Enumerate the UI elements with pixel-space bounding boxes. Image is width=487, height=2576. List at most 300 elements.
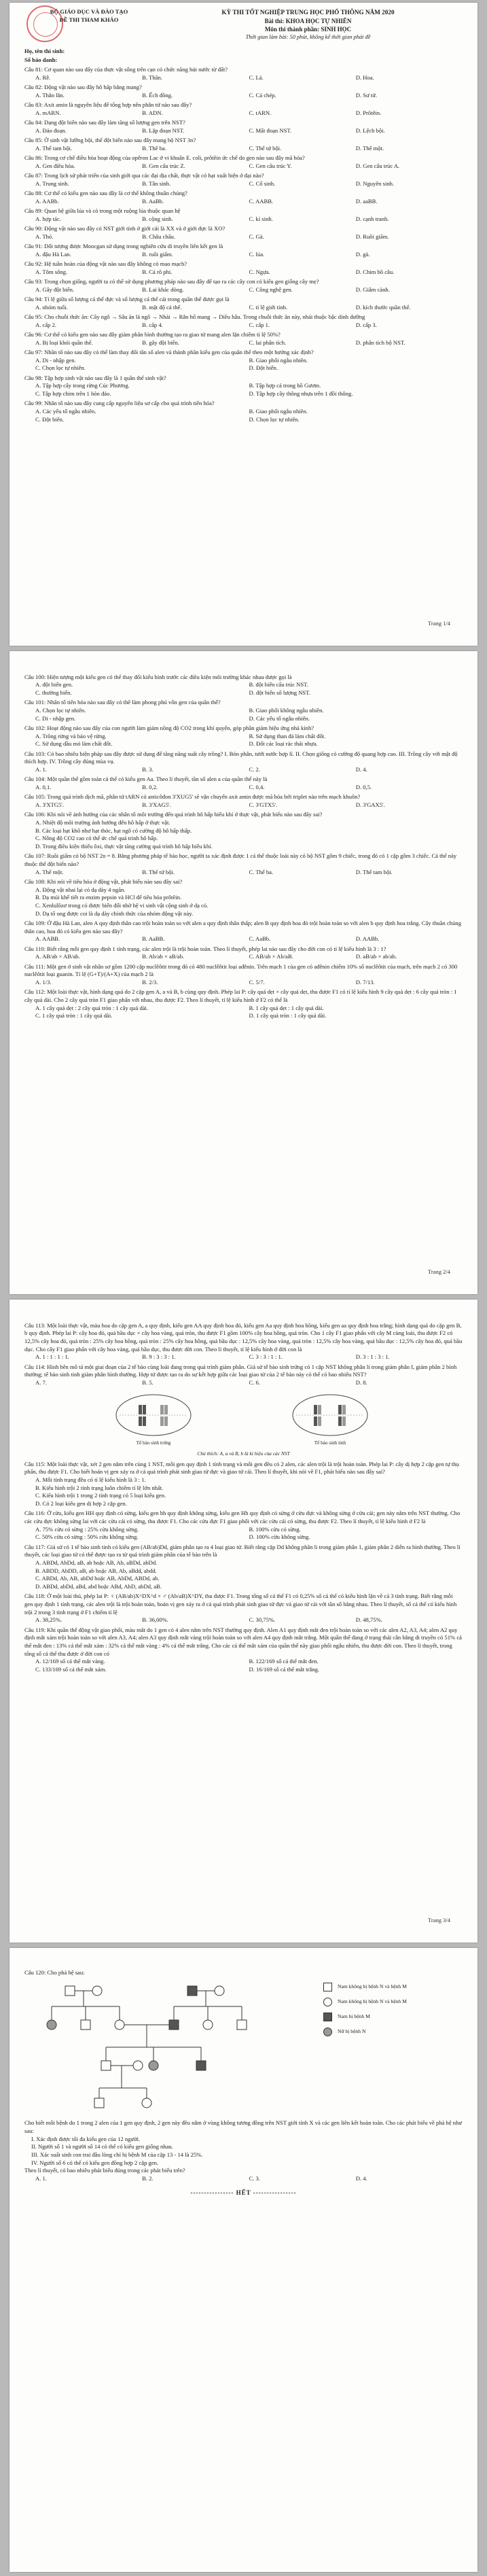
question-120-body: Cho biết mỗi bệnh do 1 trong 2 alen của 1 gen quy định, 2 gen này đều nằm ở vùng không tương đồng trên NST giới tính X và các gen liên kết hoàn toàn. Cho các phát biểu về phả hệ như sau: xyxy=(24,2119,463,2134)
answer-option[interactable]: A. 12/169 số cá thể mắt vàng. xyxy=(35,1658,105,1665)
question-item xyxy=(24,400,463,423)
exam-part: Bài thi: KHOA HỌC TỰ NHIÊN xyxy=(264,17,352,24)
answer-option[interactable]: A. Tập hợp cây trong rừng Cúc Phương. xyxy=(35,382,130,389)
question-120-statements xyxy=(24,2136,463,2168)
answer-option[interactable]: B. 3. xyxy=(142,765,154,773)
answer-option[interactable]: D. ABDd, abDd, aBd, abd hoặc ABd, AbD, abDd, aB. xyxy=(35,1583,162,1590)
answer-option[interactable]: A. Bị loại khỏi quần thể. xyxy=(35,338,93,346)
answer-option[interactable]: A. AABB. xyxy=(35,935,60,943)
answer-option[interactable]: B. Thân. xyxy=(142,74,162,82)
question-item xyxy=(24,963,463,987)
question-120-question: Theo lí thuyết, có bao nhiêu phát biểu đúng trong các phát biểu trên? xyxy=(24,2167,185,2174)
answer-options xyxy=(24,1559,463,1591)
answer-option[interactable]: D. AABb. xyxy=(355,935,380,943)
answer-options xyxy=(24,215,463,224)
legend-label: Nam không bị bệnh N và bệnh M xyxy=(338,1998,407,2005)
answer-options xyxy=(24,979,463,987)
exam-page-1 xyxy=(10,3,477,646)
answer-option[interactable]: B. 0,2. xyxy=(142,783,158,790)
question-stem: Câu 81: Cơ quan nào sau đây của thực vật sống trên cạn có chức năng hút nước từ đất? xyxy=(24,66,228,73)
question-item xyxy=(24,296,463,311)
question-stem: Câu 101: Nhân tố tiến hóa nào sau đây có thể làm phong phú vốn gen của quần thể? xyxy=(24,699,221,706)
answer-option[interactable]: B. Tân sinh. xyxy=(142,179,171,187)
answer-option[interactable]: D. Lệch bội. xyxy=(355,126,385,134)
ministry-name: BỘ GIÁO DỤC VÀ ĐÀO TẠO xyxy=(50,8,128,15)
answer-options xyxy=(24,162,463,171)
egg-cell-label: Tế bào sinh trứng xyxy=(136,1440,171,1446)
question-item xyxy=(24,1363,463,1387)
question-stem: Câu 91: Dối tượng được Moocgan sử dụng trong nghiên cứu di truyền liên kết gen là xyxy=(24,243,223,250)
answer-option[interactable]: D. 4. xyxy=(355,765,367,773)
question-item xyxy=(24,1626,463,1674)
answer-option[interactable]: A. Gen điều hòa. xyxy=(35,162,75,169)
answer-option[interactable]: B. Cá rô phi. xyxy=(142,268,173,275)
question-stem: Câu 104: Một quần thể gồm toàn cá thể có kiểu gen Aa. Theo lí thuyết, tần số alen a của quần thể này là xyxy=(24,776,268,783)
answer-option[interactable]: C. AaBb. xyxy=(249,935,271,943)
answer-option[interactable]: D. 0,5. xyxy=(355,783,372,790)
answer-option[interactable]: A. Tôm sông. xyxy=(35,268,68,275)
answer-option[interactable]: D. cấp 3. xyxy=(355,321,377,328)
answer-options xyxy=(24,233,463,241)
question-stem: Câu 108: Khi nói về tiêu hóa ở động vật, phát biểu nào sau đây sai? xyxy=(24,877,183,885)
egg-cell-figure xyxy=(113,1391,194,1447)
exam-time: Thời gian làm bài: 50 phút, không kể thời gian phát đề xyxy=(245,33,371,40)
answer-option[interactable]: B. 1 cây quả dẹt : 1 cây quả dài. xyxy=(249,1004,324,1011)
answer-option[interactable]: D. Thể một. xyxy=(355,144,384,152)
answer-options xyxy=(24,304,463,312)
answer-option[interactable]: D. gà. xyxy=(355,250,370,258)
question-stem: Câu 96: Cơ thể có kiểu gen nào sau đây giảm phân bình thường tạo ra giao tử mang alen lặn chiếm tỉ lệ 50%? xyxy=(24,330,281,338)
answer-option[interactable]: C. lai phân tích. xyxy=(249,338,287,346)
answer-option[interactable]: D. Giâm cành. xyxy=(355,285,390,293)
answer-option[interactable]: D. phân tích bộ NST. xyxy=(355,338,405,346)
answer-options xyxy=(24,321,463,330)
answer-option[interactable]: B. 100% cừu có sừng. xyxy=(249,1525,301,1533)
answer-option[interactable]: C. Mất đoạn NST. xyxy=(249,126,292,134)
answer-option[interactable]: C. kí sinh. xyxy=(249,215,273,222)
answer-option[interactable]: B. gây đột biến. xyxy=(142,338,179,346)
answer-option[interactable]: C. Gen cấu trúc Y. xyxy=(249,162,292,169)
answer-option[interactable]: D. 3'GAX5'. xyxy=(355,801,385,808)
answer-option[interactable]: D. aB/ab × ab/ab. xyxy=(355,953,397,960)
answer-option[interactable]: D. 4. xyxy=(355,2175,367,2182)
answer-options xyxy=(24,801,463,810)
end-of-exam: ---------------- HẾT ---------------- xyxy=(190,2189,297,2196)
answer-option[interactable]: B. 36,00%. xyxy=(142,1616,168,1624)
answer-option[interactable]: C. 50% cừu có sừng : 50% cừu không sừng. xyxy=(35,1533,139,1541)
question-stem: Câu 88: Cơ thể có kiểu gen nào sau đây là cơ thể không thuần chủng? xyxy=(24,190,187,197)
answer-option[interactable]: B. Kiểu hình trội 2 tính trạng luôn chiếm tỉ lệ lớn nhất. xyxy=(35,1484,164,1491)
question-stem: Câu 119: Khi quần thể động vật giao phối, màu mắt do 1 gen có 4 alen nằm trên NST thường quy định. Alen A1 quy định mắt đen trội hoàn toàn so với các alen A2, A3, A4; alen A2 quy định mắt xám trội hoàn toàn so với alen A3, A4; alen A3 quy định mắt vàng trội hoàn toàn so với alen A4 quy định mắt trắng. Một quần thể đang ở trạng thái cân bằng di truyền có 51% cá thể mắt đen : 13% cá thể mắt xám : 32% cá thể mắt vàng : 4% cá thể mắt trắng. Cho các cá thể mắt xám của quần thể này giao phối ngẫu nhiên, thu được đời con. Theo lí thuyết, trong tổng số cá thể thu được ở đời con có xyxy=(24,1626,462,1657)
question-item xyxy=(24,776,463,791)
answer-option[interactable]: D. aaBB. xyxy=(355,197,378,205)
answer-options xyxy=(24,2175,463,2183)
header-right xyxy=(154,8,463,41)
answer-options xyxy=(24,251,463,259)
answer-option[interactable]: B. 122/169 số cá thể mắt đen. xyxy=(249,1658,319,1665)
answer-option[interactable]: B. Tập hợp cá trong hồ Gươm. xyxy=(249,382,321,389)
answer-option[interactable]: A. Thằn lằn. xyxy=(35,92,65,99)
answer-option[interactable]: D. kích thước quần thể. xyxy=(355,303,411,311)
question-120-stem: Câu 120: Cho phả hệ sau: xyxy=(24,1968,85,1976)
answer-option[interactable]: B. Giao phối ngẫu nhiên. xyxy=(249,356,308,364)
answer-option[interactable]: D. 1 cây quả tròn : 1 cây quả dài. xyxy=(249,1012,327,1020)
question-item xyxy=(24,750,463,774)
answer-options xyxy=(24,1476,463,1508)
answer-option[interactable]: A. ABDd, AbDd, aB, ab hoặc AB, Ab, aBDd, abDd. xyxy=(35,1559,158,1566)
exam-page-3 xyxy=(10,1300,477,1943)
answer-option[interactable]: C. 3'GTX5'. xyxy=(249,801,278,808)
question-stem: Câu 95: Cho chuỗi thức ăn: Cây ngô → Sâu ăn lá ngô → Nhái → Rắn hổ mang → Diều hâu. Trong chuỗi thức ăn này, nhái thuộc bậc dinh dưỡng xyxy=(24,313,365,320)
answer-option[interactable]: D. Chọn lọc tự nhiên. xyxy=(249,415,300,423)
answer-option[interactable]: B. 2. xyxy=(142,2175,154,2182)
answer-option[interactable]: A. Các yếu tố ngẫu nhiên. xyxy=(35,407,96,415)
answer-option[interactable]: A. 1. xyxy=(35,765,47,773)
answer-option[interactable]: A. Nhiệt độ môi trường ảnh hưởng đến hô hấp ở thực vật. xyxy=(35,818,170,826)
answer-option[interactable]: D. Chim bồ câu. xyxy=(355,268,395,275)
answer-option[interactable]: D. cạnh tranh. xyxy=(355,215,389,222)
answer-option[interactable]: B. Dạ múi khế tiết ra enzim pepsin và HCl để tiêu hóa prôtêin. xyxy=(35,894,182,901)
question-stem: Câu 107: Ruồi giấm có bộ NST 2n = 8. Bằng phương pháp tế bào học, người ta xác định được 1 cá thể thuộc loài này có bộ NST gồm 9 chiếc, trong đó có 1 cặp gồm 3 chiếc. Cá thể này thuộc thể đột biến nào? xyxy=(24,852,457,867)
meiosis-figure xyxy=(65,1391,418,1447)
statement: II. Người số 1 và người số 14 có thể có kiểu gen giống nhau. xyxy=(31,2143,173,2151)
answer-option[interactable]: C. Xenlulôzơ trong cỏ được biến đổi nhờ hệ vi sinh vật cộng sinh ở dạ cỏ. xyxy=(35,901,209,909)
question-item xyxy=(24,1544,463,1591)
answer-options xyxy=(24,1005,463,1020)
question-list-page-3a xyxy=(24,1322,463,1387)
answer-option[interactable]: A. 75% cừu có sừng : 25% cừu không sừng. xyxy=(35,1525,139,1533)
exam-title: KỲ THI TỐT NGHIỆP TRUNG HỌC PHỔ THÔNG NĂM 2020 xyxy=(221,9,395,16)
answer-option[interactable]: B. Ab/ab × aB/ab. xyxy=(142,953,185,960)
question-stem: Câu 83: Axit amin là nguyên liệu để tổng hợp nên phân tử nào sau đây? xyxy=(24,101,192,109)
answer-option[interactable]: A. đậu Hà Lan. xyxy=(35,250,71,258)
answer-option[interactable]: C. Kiểu hình trội 1 trong 2 tính trạng có 5 loại kiểu gen. xyxy=(35,1492,166,1499)
answer-option[interactable]: C. AB/ab × Ab/aB. xyxy=(249,953,293,960)
question-stem: Câu 94: Tỉ lệ giữa số lượng cá thể đực và số lượng cá thể cái trong quần thể được gọi là xyxy=(24,295,230,302)
question-item xyxy=(24,793,463,809)
answer-option[interactable]: C. 0,4. xyxy=(249,783,265,790)
answer-options xyxy=(24,766,463,774)
answer-option[interactable]: B. AaBb. xyxy=(142,197,164,205)
answer-options xyxy=(24,109,463,118)
question-stem: Câu 113: Một loài thực vật, màu hoa do cặp gen A, a quy định, kiểu gen AA quy định hoa đỏ, kiểu gen Aa quy định hoa hồng, kiểu gen aa quy định hoa trắng; hình dạng quả do cặp gen B, b quy định. Phép lai P: cây hoa đỏ, quả bầu dục × cây hoa vàng, quả tròn, thu được F1 gồm 100% cây hoa hồng, quả tròn. Cho 1 cây F1 giao phấn với cây M cùng loài, thu được F2 có 12,5% cây hoa đỏ, quả tròn : 25% cây hoa hồng, quả tròn : 25% cây hoa hồng, quả bầu dục : 12,5% cây hoa vàng, quả tròn : 12,5% cây hoa vàng, quả bầu dục : 12,5% cây hoa đỏ, quả bầu dục. Cho cây F1 giao phấn với cây hoa vàng, quả bầu dục, thu được đời con. Theo lí thuyết, tỉ lệ kiểu hình ở đời con là xyxy=(24,1321,463,1353)
answer-option[interactable]: A. Di - nhập gen. xyxy=(35,356,76,364)
answer-option[interactable]: D. 7/13. xyxy=(355,978,375,986)
question-stem: Câu 85: Ở sinh vật lưỡng bội, thể đột biến nào sau đây mang bộ NST 3n? xyxy=(24,137,196,144)
male-square-icon xyxy=(323,1983,332,1991)
answer-option[interactable]: B. Sử dụng than đá làm chất đốt. xyxy=(249,732,326,739)
candidate-identity xyxy=(24,48,463,64)
answer-option[interactable]: A. 1 cây quả dẹt : 2 cây quả tròn : 1 cây quả dài. xyxy=(35,1004,149,1011)
question-item xyxy=(24,172,463,188)
question-stem: Câu 117: Giả sử có 1 tế bào sinh tinh có kiểu gen (AB/ab)Dd, giảm phân tạo ra 4 loại giao tử. Biết rằng cặp Dd không phân li trong giảm phân 1, giảm phân 2 diễn ra bình thường. Theo lí thuyết, các loại giao tử có thể được tạo ra từ quá trình giảm phân của tế bào trên là xyxy=(24,1543,461,1559)
answer-option[interactable]: C. tARN. xyxy=(249,109,272,116)
answer-option[interactable]: C. cấp 1. xyxy=(249,321,270,328)
answer-option[interactable]: C. 1 cây quả tròn : 1 cây quả dài. xyxy=(35,1012,113,1020)
statement: III. Xác suất sinh con trai đầu lòng chỉ bị bệnh M của cặp 13 - 14 là 25%. xyxy=(31,2151,203,2159)
answer-option[interactable]: D. 48,75%. xyxy=(355,1616,382,1624)
question-stem: Câu 84: Dạng đột biến nào sau đây làm tăng số lượng gen trên NST? xyxy=(24,119,185,126)
answer-option[interactable]: A. đột biến gen. xyxy=(35,681,73,689)
answer-option[interactable]: D. Các yếu tố ngẫu nhiên. xyxy=(249,714,310,722)
answer-option[interactable]: A. Thể một. xyxy=(35,868,64,875)
exam-page-4 xyxy=(10,1948,477,2572)
answer-option[interactable]: D. Thể tam bội. xyxy=(355,868,393,875)
question-stem: Câu 110: Biết rằng mỗi gen quy định 1 tính trạng, các alen trội là trội hoàn toàn. Theo lí thuyết, phép lai nào sau đây cho đời con có tỉ lệ kiểu hình là 3 : 1? xyxy=(24,945,386,952)
answer-option[interactable]: D. 3 : 1 : 3 : 1. xyxy=(355,1353,390,1361)
answer-option[interactable]: A. AB/ab × AB/ab. xyxy=(35,953,80,960)
answer-option[interactable]: B. mật độ cá thể. xyxy=(142,303,182,311)
question-item xyxy=(24,207,463,223)
question-item xyxy=(24,349,463,372)
sperm-cell-figure xyxy=(289,1391,371,1447)
answer-option[interactable]: B. Gen cấu trúc Z. xyxy=(142,162,185,169)
question-stem: Câu 89: Quan hệ giữa lúa và cỏ trong một ruộng lúa thuộc quan hệ xyxy=(24,207,181,215)
answer-option[interactable]: B. Lai khác dòng. xyxy=(142,285,184,293)
question-item xyxy=(24,375,463,398)
exam-subject: Môn thi thành phần: SINH HỌC xyxy=(264,25,352,33)
affected-female-icon xyxy=(323,2027,332,2036)
answer-option[interactable]: A. AABb. xyxy=(35,197,59,205)
answer-option[interactable]: D. Dạ tổ ong được coi là dạ dày chính thức của nhóm động vật này. xyxy=(35,909,194,917)
question-item xyxy=(24,920,463,943)
answer-option[interactable]: A. 38,25%. xyxy=(35,1616,62,1624)
answer-option[interactable]: A. 7. xyxy=(35,1379,47,1386)
answer-option[interactable]: B. 9 : 3 : 3 : 1. xyxy=(142,1353,176,1361)
answer-option[interactable]: B. cộng sinh. xyxy=(142,215,173,222)
question-stem: Câu 109: Ở đậu Hà Lan, alen A quy định thân cao trội hoàn toàn so với alen a quy định thân thấp; alen B quy định hoa đỏ trội hoàn toàn so với alen b quy định hoa trắng. Cây thuần chủng thân cao, hoa đỏ có kiểu gen nào sau đây? xyxy=(24,919,461,935)
answer-options xyxy=(24,357,463,372)
question-item xyxy=(24,331,463,347)
question-list-page-1 xyxy=(24,66,463,423)
answer-option[interactable]: B. ABDD, AbDD, aB, ab hoặc AB, Ab, aBdd, abdd. xyxy=(35,1567,157,1574)
answer-option[interactable]: C. Cá chép. xyxy=(249,92,276,99)
answer-option[interactable]: D. Trong điều kiện thiếu ôxi, thực vật tăng cường quá trình hô hấp hiếu khí. xyxy=(35,842,213,850)
pedigree-legend xyxy=(323,1979,407,2115)
legend-row xyxy=(323,1994,407,2009)
answer-option[interactable]: A. mARN. xyxy=(35,109,61,116)
question-item xyxy=(24,190,463,205)
question-item xyxy=(24,945,463,961)
answer-option[interactable]: C. Gà. xyxy=(249,232,264,240)
answer-option[interactable]: B. Thể ba. xyxy=(142,144,166,152)
question-stem: Câu 112: Một loài thực vật, hình dạng quả do 2 cặp gen A, a và B, b cùng quy định. Phép lai P: cây quả dẹt × cây quả dẹt, thu được F1 có tỉ lệ kiểu hình 9 cây quả dẹt : 6 cây quả tròn : 1 cây quả dài. Cho 2 cây quả tròn F1 giao phấn với nhau, thu được F2. Theo lí thuyết, tỉ lệ kiểu hình ở F2 có thể là xyxy=(24,988,457,1003)
answer-option[interactable]: C. Cổ sinh. xyxy=(249,179,276,187)
figure-caption: Chú thích: A, a và B, b là kí hiệu của các NST xyxy=(197,1450,290,1457)
answer-option[interactable]: B. Châu chấu. xyxy=(142,232,175,240)
answer-option[interactable]: C. Chọn lọc tự nhiên. xyxy=(35,364,86,372)
answer-option[interactable]: C. 2. xyxy=(249,765,260,773)
answer-option[interactable]: B. ADN. xyxy=(142,109,163,116)
answer-option[interactable]: C. 30,75%. xyxy=(249,1616,276,1624)
answer-option[interactable]: A. 1. xyxy=(35,2175,47,2182)
answer-options xyxy=(24,92,463,100)
answer-option[interactable]: B. Giao phối không ngẫu nhiên. xyxy=(249,706,324,714)
question-stem: Câu 87: Trong lịch sử phát triển của sinh giới qua các đại địa chất, thực vật có hạt xuất hiện ở đại nào? xyxy=(24,172,264,179)
answer-option[interactable]: B. Ếch đồng. xyxy=(142,92,173,99)
question-item xyxy=(24,243,463,258)
answer-option[interactable]: A. Mỗi tính trạng đều có tỉ lệ kiểu hình là 3 : 1. xyxy=(35,1476,146,1483)
question-item xyxy=(24,84,463,99)
question-item xyxy=(24,137,463,152)
answer-option[interactable]: C. Lá. xyxy=(249,74,264,82)
answer-option[interactable]: A. cấp 2. xyxy=(35,321,57,328)
answer-option[interactable]: C. Ngựa. xyxy=(249,268,270,275)
answer-option[interactable]: A. Động vật nhai lại có dạ dày 4 ngăn. xyxy=(35,886,126,893)
answer-option[interactable]: C. lúa. xyxy=(249,250,265,258)
question-item xyxy=(24,1461,463,1508)
answer-options xyxy=(24,74,463,82)
answer-option[interactable]: A. Trồng rừng và bảo vệ rừng. xyxy=(35,732,107,739)
answer-options xyxy=(24,707,463,723)
answer-option[interactable]: C. Sử dụng dầu mỏ làm chất đốt. xyxy=(35,740,113,748)
affected-male-icon xyxy=(323,2013,332,2021)
legend-row xyxy=(323,2024,407,2039)
question-stem: Câu 93: Trong chọn giống, người ta có thể sử dụng phương pháp nào sau đây để tạo ra các cây con có kiểu gen giống cây mẹ? xyxy=(24,278,319,285)
answer-options xyxy=(24,286,463,294)
answer-option[interactable]: A. Trung sinh. xyxy=(35,179,69,187)
answer-option[interactable]: B. Các loại hạt khô như hạt thóc, hạt ngô có cường độ hô hấp thấp. xyxy=(35,826,192,834)
answer-option[interactable]: C. Thể tứ bội. xyxy=(249,144,282,152)
answer-option[interactable]: C. 6. xyxy=(249,1379,260,1386)
answer-option[interactable]: C. 133/169 số cá thể mắt xám. xyxy=(35,1666,107,1673)
answer-option[interactable]: A. Thỏ. xyxy=(35,232,54,240)
answer-option[interactable]: C. Thể ba. xyxy=(249,868,274,875)
question-stem: Câu 82: Động vật nào sau đây hô hấp bằng mang? xyxy=(24,84,142,91)
answer-option[interactable]: A. Thể tam bội. xyxy=(35,144,73,152)
answer-option[interactable]: B. ruồi giấm. xyxy=(142,250,173,258)
answer-option[interactable]: B. cấp 4. xyxy=(142,321,163,328)
question-list-page-3b xyxy=(24,1461,463,1674)
answer-option[interactable]: D. Sư tử. xyxy=(355,92,378,99)
answer-options xyxy=(24,733,463,748)
answer-option[interactable]: C. Tập hợp chim trên 1 hòn đảo. xyxy=(35,389,111,397)
answer-option[interactable]: A. Chọn lọc tự nhiên. xyxy=(35,706,86,714)
legend-label: Nam không bị bệnh N và bệnh M xyxy=(338,1983,407,1990)
question-item xyxy=(24,1322,463,1361)
answer-option[interactable]: D. Ruồi giấm. xyxy=(355,232,389,240)
question-stem: Câu 99: Nhân tố nào sau đây cung cấp nguyên liệu sơ cấp cho quá trình tiến hóa? xyxy=(24,400,215,407)
egg-cell-drawing xyxy=(113,1391,194,1439)
answer-option[interactable]: D. 8. xyxy=(355,1379,367,1386)
pedigree-chart xyxy=(24,1979,296,2115)
legend-row xyxy=(323,2009,407,2024)
answer-option[interactable]: D. Có 2 loại kiểu gen dị hợp 2 cặp gen. xyxy=(35,1499,127,1507)
answer-option[interactable]: A. 1/3. xyxy=(35,978,52,986)
answer-option[interactable]: A. Đảo đoạn. xyxy=(35,126,67,134)
answer-option[interactable]: B. Thể tứ bội. xyxy=(142,868,175,875)
red-seal-stamp xyxy=(26,5,63,42)
answer-option[interactable]: B. AaBB. xyxy=(142,935,165,943)
answer-options xyxy=(24,935,463,943)
answer-option[interactable]: A. 3'XTG5'. xyxy=(35,801,65,808)
question-item xyxy=(24,852,463,876)
question-stem: Câu 97: Nhân tố nào sau đây có thể làm thay đổi tần số alen và thành phần kiểu gen của quần thể theo một hướng xác định? xyxy=(24,348,314,355)
answer-option[interactable]: C. AABB. xyxy=(249,197,274,205)
answer-options xyxy=(24,869,463,877)
answer-options xyxy=(24,339,463,347)
answer-options xyxy=(24,1379,463,1387)
question-item xyxy=(24,878,463,918)
answer-option[interactable]: B. đột biến cấu trúc NST. xyxy=(249,681,308,689)
answer-option[interactable]: D. 100% cừu không sừng. xyxy=(249,1533,310,1541)
answer-option[interactable]: D. Đốt các loại rác thải nhựa. xyxy=(249,740,318,748)
question-item xyxy=(24,66,463,82)
answer-options xyxy=(24,145,463,153)
answer-option[interactable]: D. Gen cấu trúc A. xyxy=(355,162,400,169)
question-item xyxy=(24,674,463,697)
answer-option[interactable]: A. hợp tác. xyxy=(35,215,61,222)
question-stem: Câu 103: Có bao nhiêu biện pháp sau đây được sử dụng để tăng năng suất cây trồng? I. Bón phân, tưới nước hợp lí. II. Chọn giống có cường độ quang hợp cao. III. Trồng cây với mật độ thích hợp. IV. Trồng cây đúng mùa vụ. xyxy=(24,750,458,765)
answer-option[interactable]: D. Đột biến. xyxy=(249,364,278,372)
sperm-cell-label: Tế bào sinh tinh xyxy=(314,1440,346,1446)
answer-option[interactable]: C. Di - nhập gen. xyxy=(35,714,76,722)
question-item xyxy=(24,154,463,170)
answer-option[interactable]: C. ABDd, Ab, AB, abDd hoặc AB, AbDd, ABDd, ab. xyxy=(35,1575,160,1582)
answer-option[interactable]: C. Đột biến. xyxy=(35,415,65,423)
question-stem: Câu 116: Ở cừu, kiểu gen HH quy định có sừng, kiểu gen hh quy định không sừng, kiểu gen Hh quy định có sừng ở cừu đực và không sừng ở cừu cái; gen này nằm trên NST thường. Cho các cừu đực không sừng lai với các cừu cái có sừng, thu được F1. Cho các cừu đực F1 giao phối với các cừu cái có sừng, thu được F2. Theo lí thuyết, tỉ lệ kiểu hình ở F2 là xyxy=(24,1510,461,1525)
answer-option[interactable]: C. 5/7. xyxy=(249,978,265,986)
question-item xyxy=(24,278,463,294)
answer-option[interactable]: A. nhóm tuổi. xyxy=(35,303,68,311)
question-stem: Câu 105: Trong quá trình dịch mã, phân tử tARN có anticôđon 3'XUG5' sẽ vận chuyển axit amin được mã hóa bởi triplet nào trên mạch khuôn? xyxy=(24,793,361,801)
question-stem: Câu 106: Khi nói về ảnh hưởng của các nhân tố môi trường đến quá trình hô hấp hiếu khí ở thực vật, phát biểu nào sau đây sai? xyxy=(24,811,323,818)
answer-option[interactable]: C. 3. xyxy=(249,2175,260,2182)
answer-option[interactable]: D. Hoa. xyxy=(355,74,374,82)
answer-option[interactable]: D. Nguyên sinh. xyxy=(355,179,395,187)
answer-option[interactable]: C. Công nghệ gen. xyxy=(249,285,293,293)
answer-options xyxy=(24,127,463,135)
answer-options xyxy=(24,408,463,423)
candidate-name-label: Họ, tên thí sinh: xyxy=(24,48,65,55)
answer-option[interactable]: D. 16/169 số cá thể mắt trắng. xyxy=(249,1666,320,1673)
answer-option[interactable]: B. Lặp đoạn NST. xyxy=(142,126,185,134)
question-stem: Câu 102: Hoạt động nào sau đây của con người làm giảm nồng độ CO2 trong khí quyển, góp phần giảm hiệu ứng nhà kính? xyxy=(24,724,314,731)
answer-option[interactable]: B. 3'XAG5'. xyxy=(142,801,171,808)
answer-option[interactable]: D. đột biến số lượng NST. xyxy=(249,689,310,696)
answer-option[interactable]: A. 0,1. xyxy=(35,783,52,790)
page-number: Trang 1/4 xyxy=(428,620,450,627)
answer-options xyxy=(24,886,463,918)
answer-option[interactable]: C. thường biến. xyxy=(35,689,72,696)
answer-options xyxy=(24,198,463,206)
question-item xyxy=(24,313,463,329)
question-item xyxy=(24,1510,463,1542)
question-stem: Câu 111: Một gen ở sinh vật nhân sơ gồm 1200 cặp nuclêôtit trong đó có 480 nuclêôtit loại ađênin. Trên mạch 1 của gen có ađênin chiếm 10% số nuclêôtit của mạch, trên mạch 2 có 300 nuclêôtit loại guanin. Tỉ lệ (G+T)/(A+X) của mạch 2 là xyxy=(24,962,458,978)
question-stem: Câu 98: Tập hợp sinh vật nào sau đây là 1 quần thể sinh vật? xyxy=(24,374,166,381)
official-label: ĐỀ THI THAM KHẢO xyxy=(59,16,119,23)
sperm-cell-drawing xyxy=(289,1391,371,1439)
exam-header xyxy=(24,8,463,41)
answer-option[interactable]: A. 1 : 1 : 1 : 1. xyxy=(35,1353,69,1361)
question-item xyxy=(24,101,463,117)
answer-option[interactable]: D. Prôtêin. xyxy=(355,109,382,116)
answer-option[interactable]: A. Gây đột biến. xyxy=(35,285,75,293)
question-stem: Câu 92: Hệ tuần hoàn của động vật nào sau đây không có mao mạch? xyxy=(24,260,187,268)
answer-option[interactable]: B. Giao phối ngẫu nhiên. xyxy=(249,407,308,415)
answer-option[interactable]: C. Nồng độ CO2 cao có thể ức chế quá trình hô hấp. xyxy=(35,835,158,842)
answer-option[interactable]: C. 3 : 3 : 1 : 1. xyxy=(249,1353,283,1361)
answer-option[interactable]: A. Rễ. xyxy=(35,74,51,82)
answer-option[interactable]: B. 2/3. xyxy=(142,978,158,986)
answer-option[interactable]: B. 5. xyxy=(142,1379,154,1386)
answer-option[interactable]: C. tỉ lệ giới tính. xyxy=(249,303,288,311)
question-item xyxy=(24,225,463,241)
answer-options xyxy=(24,1616,463,1624)
answer-option[interactable]: D. Tập hợp cây thông nhựa trên 1 đồi thông. xyxy=(249,389,353,397)
candidate-number-label: Số báo danh: xyxy=(24,56,58,64)
answer-options xyxy=(24,180,463,188)
